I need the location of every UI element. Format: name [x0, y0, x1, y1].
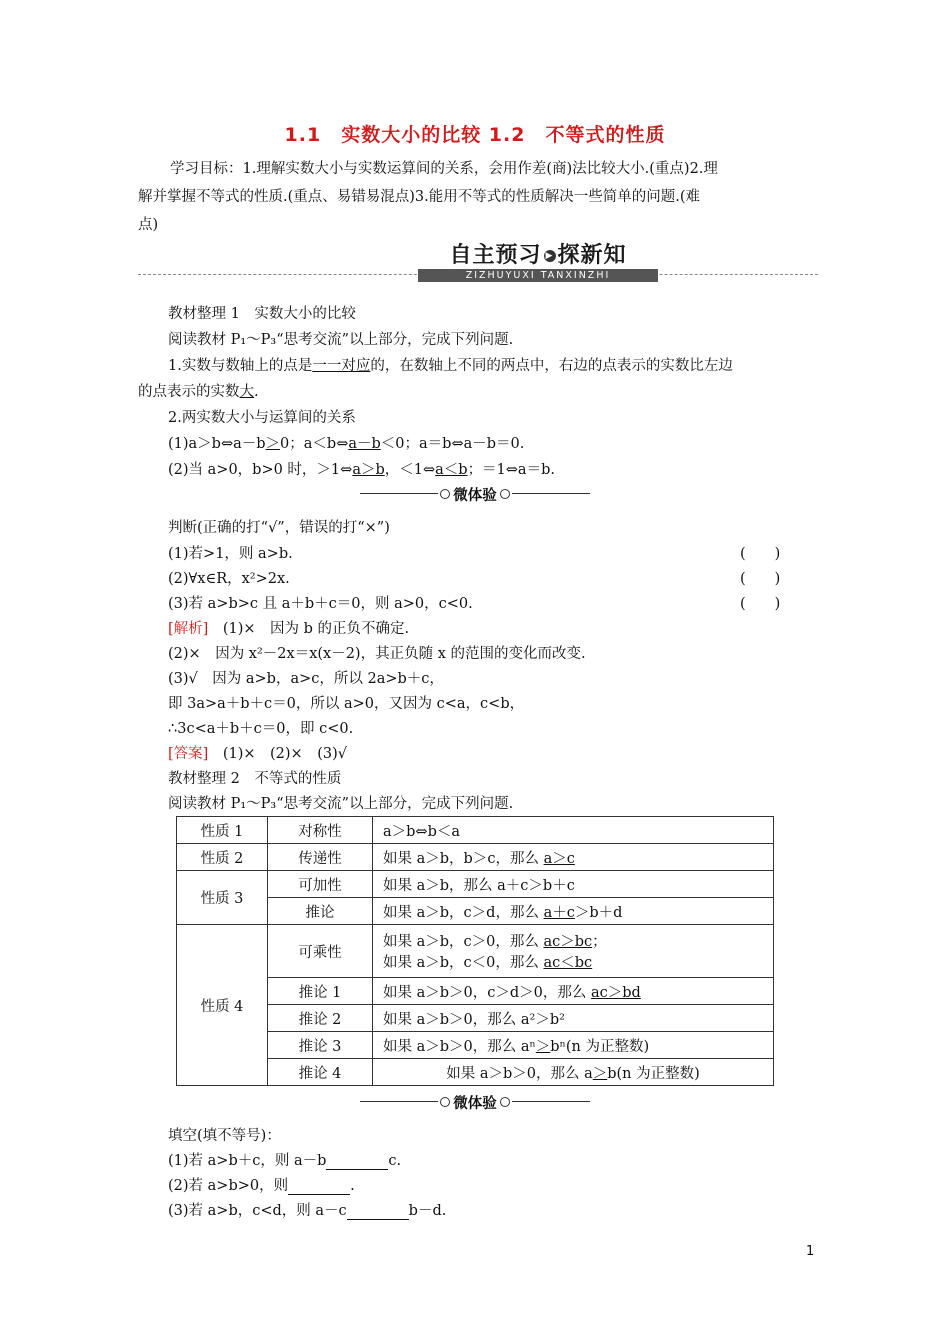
- judge-q1-answer-box: ( ): [740, 546, 781, 562]
- judge-q2: (2)∀x∈R，x²>2x.: [168, 571, 290, 587]
- blank-input[interactable]: [288, 1180, 350, 1195]
- section-1-para-1: 1.实数与数轴上的点是一一对应的，在数轴上不同的两点中，右边的点表示的实数比左边: [168, 358, 733, 374]
- table-row: 推论 如果 a＞b，c＞d，那么 a＋c＞b＋d: [177, 898, 774, 925]
- section-1-para-1-cont: 的点表示的实数大.: [138, 384, 259, 400]
- mini-practice-divider: [360, 484, 590, 504]
- judge-q3-answer-box: ( ): [740, 596, 781, 612]
- goal-line-3: 点): [138, 217, 159, 233]
- judge-q1: (1)若>1，则 a>b.: [168, 546, 293, 562]
- section-2-heading: 教材整理 2 不等式的性质: [168, 771, 342, 787]
- analysis-line-2: (2)× 因为 x²－2x＝x(x－2)，其正负随 x 的范围的变化而改变.: [168, 646, 586, 662]
- blank-input[interactable]: [347, 1205, 409, 1220]
- page-title: 1.1 实数大小的比较 1.2 不等式的性质: [284, 124, 666, 146]
- banner-right-text: 探新知: [557, 243, 627, 268]
- analysis-tag: [解析]: [168, 621, 209, 637]
- table-row: 推论 4 如果 a＞b＞0，那么 a＞b(n 为正整数): [177, 1059, 774, 1086]
- judge-q3: (3)若 a>b>c 且 a＋b＋c＝0，则 a>0，c<0.: [168, 596, 473, 612]
- properties-table: [176, 816, 774, 1086]
- relation-line-1: (1)a＞b⇔a－b＞0；a＜b⇔a－b＜0；a＝b⇔a－b＝0.: [168, 436, 525, 452]
- play-circle-icon: ▶: [544, 250, 556, 262]
- blank-input[interactable]: [326, 1155, 388, 1170]
- table-row: 性质 4 可乘性 如果 a＞b，c＞0，那么 ac＞bc； 如果 a＞b，c＜0，那么 ac＜bc: [177, 925, 774, 978]
- table-row: 推论 3 如果 a＞b＞0，那么 aⁿ＞bⁿ(n 为正整数): [177, 1032, 774, 1059]
- judge-q2-answer-box: ( ): [740, 571, 781, 587]
- table-row: 性质 1 对称性 a＞b⇔b＜a: [177, 817, 774, 844]
- fill-q2: (2)若 a>b>0，则 .: [168, 1178, 355, 1194]
- divider-label: 微体验: [453, 1095, 497, 1112]
- mini-practice-divider-2: [360, 1092, 590, 1112]
- table-row: 性质 2 传递性 如果 a＞b，b＞c，那么 a＞c: [177, 844, 774, 871]
- section-1-reading: 阅读教材 P₁～P₃“思考交流”以上部分，完成下列问题.: [168, 332, 514, 348]
- section-1-heading: 教材整理 1 实数大小的比较: [168, 306, 356, 322]
- answer-underline: 一一对应: [312, 358, 371, 374]
- divider-label: 微体验: [453, 487, 497, 504]
- analysis-line-5: ∴3c<a＋b＋c＝0，即 c<0.: [168, 721, 354, 737]
- fill-q3: (3)若 a>b，c<d，则 a－c b－d.: [168, 1203, 447, 1219]
- banner-subtitle: ZIZHUYUXI TANXINZHI: [418, 269, 658, 282]
- section-2-reading: 阅读教材 P₁～P₃“思考交流”以上部分，完成下列问题.: [168, 796, 514, 812]
- section-banner: [418, 238, 658, 282]
- banner-left-text: 自主预习: [449, 243, 542, 268]
- answer-underline: 大: [239, 384, 254, 400]
- table-row: 推论 2 如果 a＞b＞0，那么 a²＞b²: [177, 1005, 774, 1032]
- answer-line: [答案] (1)× (2)× (3)√: [168, 746, 347, 762]
- table-row: 推论 1 如果 a＞b＞0，c＞d＞0，那么 ac＞bd: [177, 978, 774, 1005]
- fill-intro: 填空(填不等号)：: [168, 1128, 281, 1144]
- page-number: 1: [806, 1244, 815, 1259]
- fill-q1: (1)若 a>b＋c，则 a－b c.: [168, 1153, 402, 1169]
- section-1-para-2: 2.两实数大小与运算间的关系: [168, 410, 356, 426]
- learning-goals: [138, 155, 818, 239]
- analysis-line-4: 即 3a>a＋b＋c＝0，所以 a>0，又因为 c<a，c<b，: [168, 696, 525, 712]
- analysis-line-3: (3)√ 因为 a>b，a>c，所以 2a>b＋c，: [168, 671, 444, 687]
- relation-line-2: (2)当 a>0，b>0 时，＞1⇔a＞b，＜1⇔a＜b；＝1⇔a＝b.: [168, 462, 555, 478]
- analysis-line-1: [解析] (1)× 因为 b 的正负不确定.: [168, 621, 410, 637]
- goal-line-1: 学习目标：1.理解实数大小与实数运算间的关系，会用作差(商)法比较大小.(重点)2.理: [170, 161, 718, 177]
- answer-tag: [答案]: [168, 746, 209, 762]
- goal-line-2: 解并掌握不等式的性质.(重点、易错易混点)3.能用不等式的性质解决一些简单的问题.(难: [138, 189, 701, 205]
- judge-intro: 判断(正确的打“√”，错误的打“×”): [168, 520, 390, 536]
- table-row: 性质 3 可加性 如果 a＞b，那么 a＋c＞b＋c: [177, 871, 774, 898]
